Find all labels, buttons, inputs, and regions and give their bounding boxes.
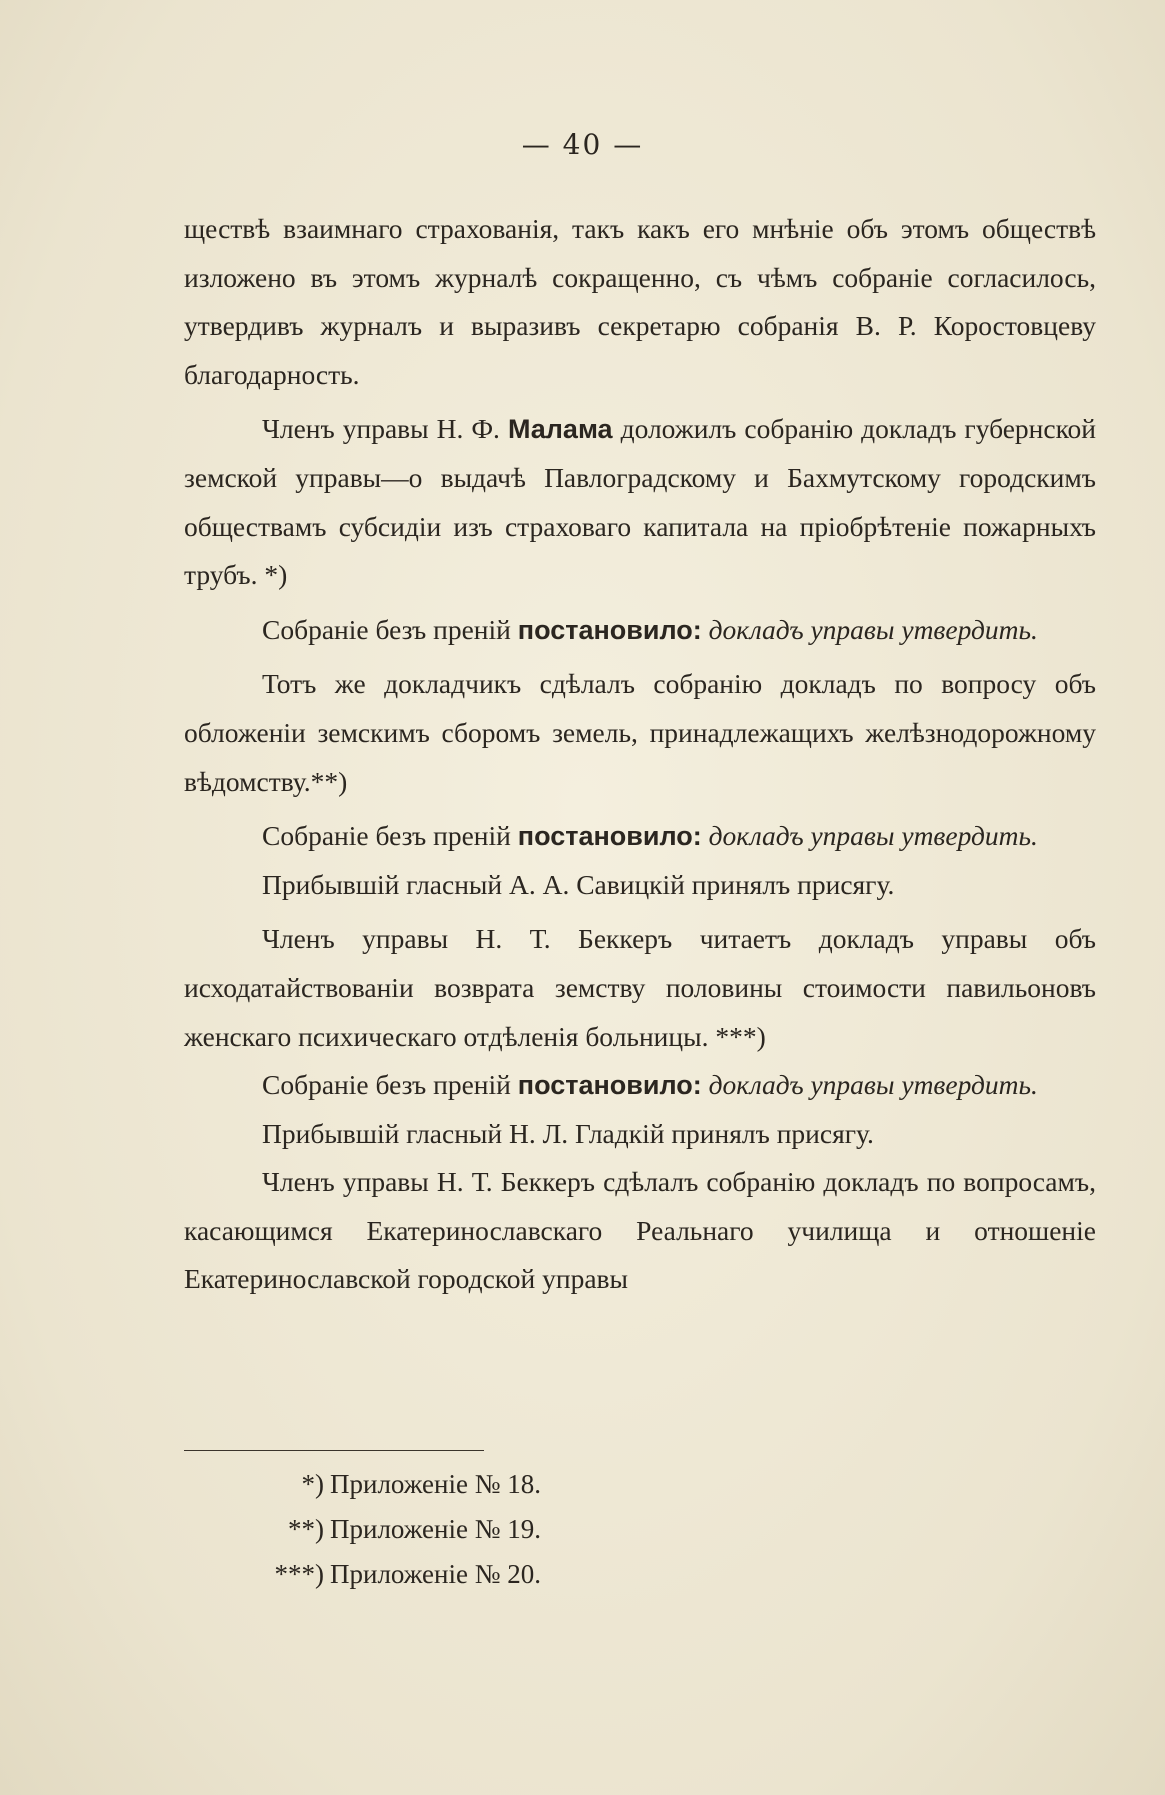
text-run: Собраніе безъ преній [262,1069,511,1101]
footnote-text: Приложеніе № 20. [330,1559,541,1589]
paragraph [184,1061,1096,1110]
footnote-mark: ***) [274,1559,324,1589]
paragraph [184,606,1096,655]
body-text [184,205,1096,1304]
footnotes [184,1462,684,1597]
paragraph: Тотъ же докладчикъ сдѣлалъ собранію докладъ по вопросу объ обложеніи земскимъ сборомъ земель, принадлежащихъ желѣзнодорожному вѣдомству.**) [184,668,1096,797]
footnote-text: Приложеніе № 18. [330,1469,541,1499]
paragraph [184,405,1096,599]
resolution-bold: постановило: [517,1070,702,1101]
paragraph: Членъ управы Н. Т. Беккеръ сдѣлалъ собранію докладъ по вопросамъ, касающимся Екатеринославскаго Реальнаго училища и отношеніе Екатеринославской городской управы [184,1166,1096,1295]
footnote [184,1507,684,1552]
footnote-divider [184,1450,484,1451]
resolution-bold: постановило: [517,614,702,645]
footnote-mark: *) [301,1469,324,1499]
text-run: Членъ управы Н. Ф. [262,413,500,445]
resolution-italic: докладъ управы утвердить. [708,1069,1038,1101]
resolution-italic: докладъ управы утвердить. [708,820,1038,852]
name-bold: Малама [507,414,613,445]
footnote-mark: **) [288,1514,324,1544]
paragraph: Прибывшій гласный Н. Л. Гладкій принялъ присягу. [262,1117,874,1149]
paragraph [184,812,1096,861]
text-run: Собраніе безъ преній [262,820,511,852]
paragraph: Прибывшій гласный А. А. Савицкій принялъ присягу. [262,868,895,900]
text-run: доложилъ собранію докладъ губернской земской управы—о выдачѣ Павлоградскому и Бахмутскому городскимъ обществамъ субсидіи изъ страховаго капитала на пріобрѣтеніе пожарныхъ трубъ. *) [184,413,1097,591]
resolution-bold: постановило: [517,821,702,852]
footnote [184,1462,684,1507]
text-run: Собраніе безъ преній [262,613,511,645]
resolution-italic: докладъ управы утвердить. [708,613,1038,645]
paragraph: Членъ управы Н. Т. Беккеръ читаетъ докладъ управы объ исходатайствованіи возврата земству половины стоимости павильоновъ женскаго психическаго отдѣленія больницы. ***) [184,923,1096,1052]
page-number: — 40 — [521,128,644,161]
paragraph: ществѣ взаимнаго страхованія, такъ какъ его мнѣніе объ этомъ обществѣ изложено въ этомъ журналѣ сокращенно, съ чѣмъ собраніе согласилось, утвердивъ журналъ и выразивъ секретарю собранія В. Р. Коростовцеву благодарность. [184,213,1096,390]
footnote-text: Приложеніе № 19. [330,1514,541,1544]
footnote [184,1552,684,1597]
